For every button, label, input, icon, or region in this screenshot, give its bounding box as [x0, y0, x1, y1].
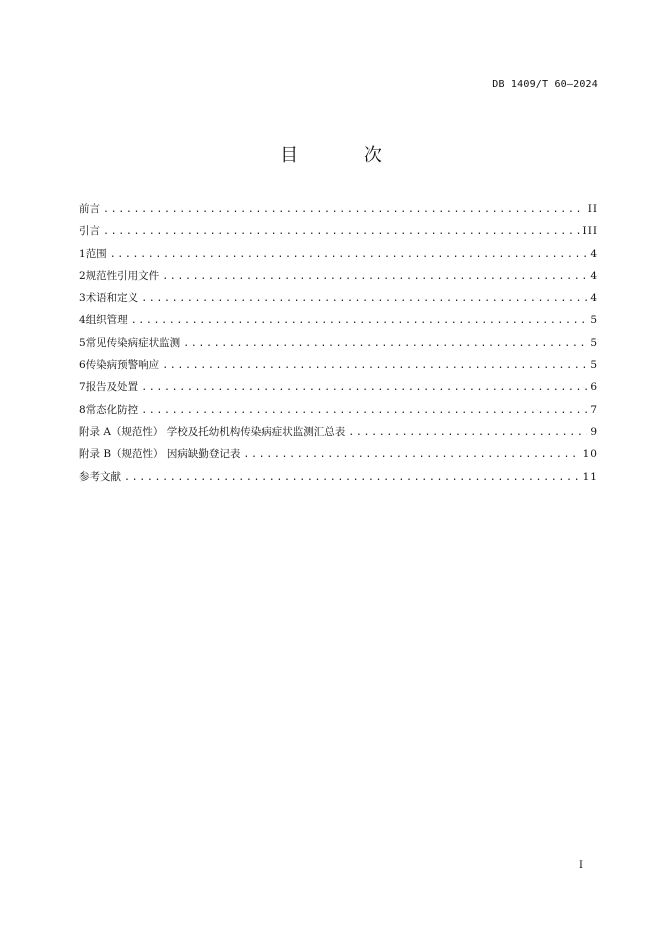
toc-entry-foreword[interactable] [79, 200, 598, 222]
toc-entry-page: 5 [590, 336, 598, 349]
toc-entry-label: 附录 A（规范性） 学校及托幼机构传染病症状监测汇总表 [79, 425, 346, 438]
table-of-contents [79, 200, 598, 490]
toc-entry-number: 6 [79, 359, 86, 372]
toc-entry-label: 附录 B（规范性） 因病缺勤登记表 [79, 448, 241, 461]
toc-entry-label: 报告及处置 [85, 381, 139, 394]
toc-dot-leader [110, 246, 588, 264]
toc-entry-introduction[interactable] [79, 222, 598, 244]
page-title: 目 次 [280, 145, 412, 166]
toc-entry-label: 范围 [85, 247, 107, 260]
toc-entry-label: 前言 [79, 203, 100, 215]
toc-dot-leader [162, 268, 587, 286]
toc-dot-leader [131, 312, 588, 330]
toc-entry-label: 规范性引用文件 [85, 269, 160, 282]
toc-entry-label: 常态化防控 [85, 403, 139, 416]
toc-entry-organization-management[interactable] [79, 311, 598, 333]
toc-entry-scope[interactable] [79, 245, 598, 267]
toc-dot-leader [183, 335, 587, 353]
toc-entry-page: 9 [590, 425, 598, 438]
toc-entry-page: 5 [590, 359, 598, 372]
toc-entry-number: 8 [79, 403, 86, 416]
toc-entry-routine-prevention[interactable] [79, 401, 598, 423]
toc-entry-page: 4 [590, 269, 598, 282]
toc-entry-number: 2 [79, 269, 86, 282]
toc-dot-leader [141, 402, 587, 420]
toc-entry-page: 6 [590, 381, 598, 394]
toc-entry-appendix-a[interactable] [79, 423, 598, 445]
toc-entry-label: 引言 [79, 225, 100, 238]
toc-entry-page: 4 [590, 292, 598, 305]
toc-dot-leader [162, 357, 587, 375]
toc-entry-terms-definitions[interactable] [79, 289, 598, 311]
toc-dot-leader [348, 424, 587, 442]
toc-entry-page: II [587, 203, 598, 215]
toc-dot-leader [243, 446, 579, 464]
toc-dot-leader [103, 223, 580, 241]
toc-entry-page: 11 [582, 470, 598, 483]
toc-dot-leader [141, 379, 587, 397]
toc-entry-warning-response[interactable] [79, 356, 598, 378]
toc-entry-label: 术语和定义 [85, 292, 139, 305]
toc-entry-label: 参考文献 [79, 470, 121, 483]
toc-entry-page: 7 [590, 403, 598, 416]
toc-entry-number: 1 [79, 247, 86, 260]
toc-entry-number: 7 [79, 381, 86, 394]
toc-entry-page: 10 [582, 448, 598, 461]
toc-entry-page: III [582, 225, 598, 238]
toc-entry-number: 3 [79, 292, 86, 305]
toc-entry-label: 组织管理 [85, 314, 128, 327]
toc-entry-label: 传染病预警响应 [85, 359, 160, 372]
toc-entry-appendix-b[interactable] [79, 445, 598, 467]
toc-dot-leader [103, 201, 585, 219]
toc-entry-page: 4 [590, 247, 598, 260]
toc-dot-leader [124, 469, 580, 487]
page-number: I [579, 860, 583, 871]
toc-entry-page: 5 [590, 314, 598, 327]
toc-entry-symptom-monitoring[interactable] [79, 334, 598, 356]
toc-entry-bibliography[interactable] [79, 468, 598, 490]
toc-entry-reporting-disposal[interactable] [79, 378, 598, 400]
toc-entry-number: 4 [79, 314, 86, 327]
toc-entry-number: 5 [79, 336, 86, 349]
toc-dot-leader [141, 290, 587, 308]
toc-entry-label: 常见传染病症状监测 [85, 336, 181, 349]
document-code: DB 1409/T 60—2024 [492, 79, 598, 90]
toc-entry-normative-references[interactable] [79, 267, 598, 289]
